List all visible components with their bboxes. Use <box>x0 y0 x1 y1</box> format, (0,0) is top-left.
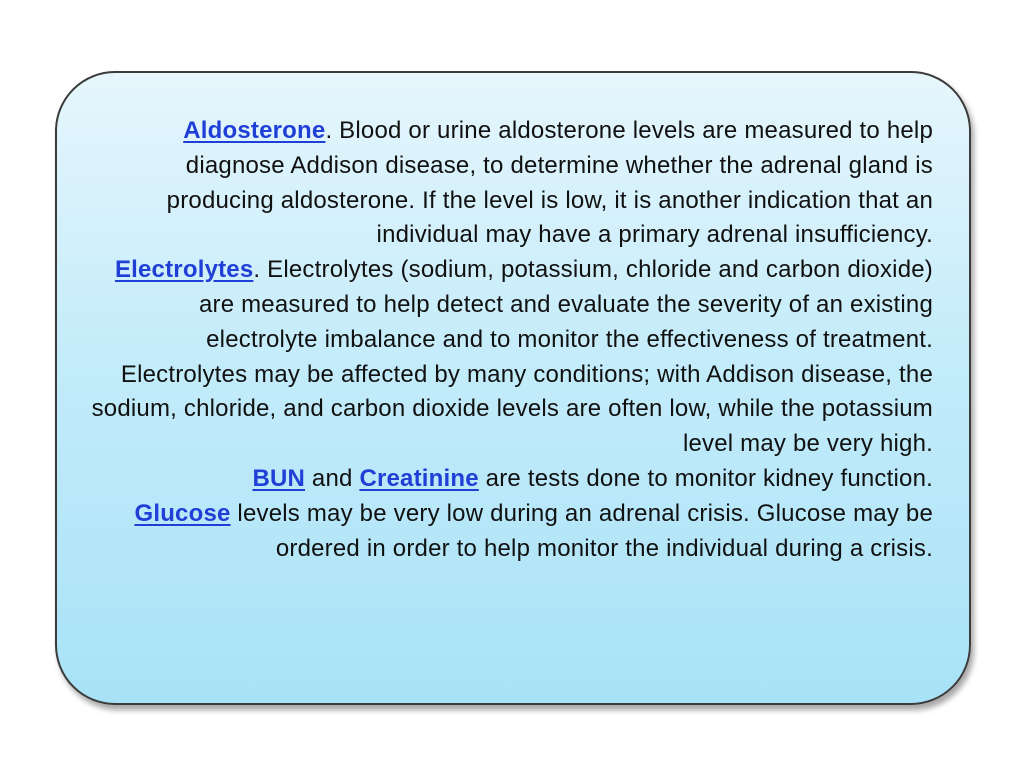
creatinine-link[interactable]: Creatinine <box>359 464 479 492</box>
glucose-link[interactable]: Glucose <box>134 499 231 527</box>
paragraph-bun-creatinine <box>90 462 933 497</box>
bun-link[interactable]: BUN <box>252 464 306 492</box>
aldosterone-link[interactable]: Aldosterone <box>183 117 326 144</box>
electrolytes-text: . Electrolytes (sodium, potassium, chloride and carbon dioxide) are measured to help detect and evaluate the severity of an existing electrolyte imbalance and to monitor the effectiveness of treatment. Electrolytes may be affected by many conditions; with Addison disease, the sodium, chloride, and carbon dioxide levels are often low, while the potassium level may be very high. <box>91 256 933 458</box>
glucose-text: levels may be very low during an adrenal crisis. Glucose may be ordered in order to help monitor the individual during a crisis. <box>230 499 933 562</box>
text-block <box>90 114 933 566</box>
paragraph-glucose <box>90 497 933 567</box>
paragraph-aldosterone <box>90 114 933 253</box>
bun-creatinine-text: are tests done to monitor kidney function. <box>478 464 933 492</box>
paragraph-electrolytes <box>90 253 933 462</box>
electrolytes-link[interactable]: Electrolytes <box>114 256 254 284</box>
aldosterone-text: . Blood or urine aldosterone levels are measured to help diagnose Addison disease, to determine whether the adrenal gland is producing aldosterone. If the level is low, it is another indication that an individual may have a primary adrenal insufficiency. <box>166 117 933 249</box>
bun-and-text: and <box>305 464 360 492</box>
